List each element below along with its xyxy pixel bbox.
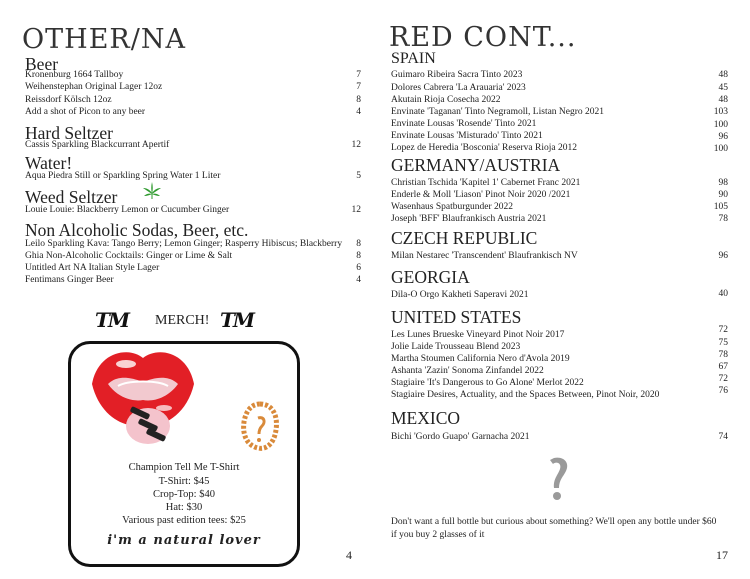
menu-item-price: 8 [356, 251, 361, 261]
question-mark-icon [544, 455, 572, 503]
earring-illustration [238, 400, 282, 452]
wine-item: Enderle & Moll 'Liason' Pinot Noir 2020 /2021 [391, 190, 571, 200]
menu-item-price: 7 [356, 82, 361, 92]
merch-item: Various past edition tees: $25 [122, 515, 246, 526]
page-title-right: RED CONT... [389, 22, 577, 53]
wine-price: 90 [718, 190, 728, 200]
wine-price: 45 [718, 83, 728, 93]
wine-price: 48 [718, 70, 728, 80]
wine-item: Milan Nestarec 'Transcendent' Blaufrankisch NV [391, 251, 578, 261]
wine-price: 98 [718, 178, 728, 188]
footer-note: Don't want a full bottle but curious about something? We'll open any bottle under $60 if you buy 2 glasses of it [391, 517, 717, 540]
page-number-left: 4 [346, 548, 352, 562]
merch-heading: MERCH! [155, 313, 210, 328]
section-heading-georgia: GEORGIA [391, 267, 470, 287]
wine-item: Envinate Lousas 'Rosende' Tinto 2021 [391, 119, 537, 129]
menu-item: Fentimans Ginger Beer [25, 275, 114, 285]
menu-item-price: 8 [356, 95, 361, 105]
wine-item: Jolie Laide Trousseau Blend 2023 [391, 342, 521, 352]
section-heading-czech-republic: CZECH REPUBLIC [391, 228, 538, 248]
menu-item: Louie Louie: Blackberry Lemon or Cucumber Ginger [25, 205, 230, 215]
menu-item: Aqua Piedra Still or Sparkling Spring Water 1 Liter [25, 171, 221, 181]
section-heading-non-alcoholic: Non Alcoholic Sodas, Beer, etc. [25, 220, 249, 240]
menu-item-price: 4 [356, 107, 361, 117]
wine-price: 74 [718, 432, 728, 442]
wine-item: Dolores Cabrera 'La Arauaria' 2023 [391, 83, 526, 93]
menu-item: Reissdorf Kölsch 12oz [25, 95, 112, 105]
bottles-illustration [118, 400, 178, 450]
merch-item: T-Shirt: $45 [158, 476, 210, 487]
menu-item-price: 7 [356, 70, 361, 80]
wine-item: Wasenhaus Spatburgunder 2022 [391, 202, 514, 212]
wine-item: Envinate 'Taganan' Tinto Negramoll, Listan Negro 2021 [391, 107, 605, 117]
wine-price: 78 [718, 350, 728, 360]
wine-price: 100 [713, 120, 728, 130]
section-heading-united-states: UNITED STATES [391, 307, 522, 327]
menu-item: Kronenburg 1664 Tallboy [25, 70, 124, 80]
merch-item: Crop-Top: $40 [153, 489, 215, 500]
wine-price: 72 [718, 325, 728, 335]
wine-price: 72 [718, 374, 728, 384]
page-title-left: OTHER/NA [22, 24, 186, 55]
wine-item: Joseph 'BFF' Blaufrankisch Austria 2021 [391, 214, 547, 224]
wine-item: Stagiaire 'It's Dangerous to Go Alone' Merlot 2022 [391, 378, 584, 388]
wine-item: Bichi 'Gordo Guapo' Garnacha 2021 [391, 432, 530, 442]
wine-item: Les Lunes Brueske Vineyard Pinot Noir 2017 [391, 330, 565, 340]
section-heading-germany-austria: GERMANY/AUSTRIA [391, 155, 561, 175]
menu-item: Add a shot of Picon to any beer [25, 107, 146, 117]
merch-item: Hat: $30 [165, 502, 203, 513]
wine-item: Guimaro Ribeira Sacra Tinto 2023 [391, 70, 523, 80]
section-heading-hard-seltzer: Hard Seltzer [25, 123, 113, 143]
menu-item-price: 12 [351, 205, 361, 215]
wine-price: 96 [718, 132, 728, 142]
wine-price: 100 [713, 144, 728, 154]
menu-item: Weihenstephan Original Lager 12oz [25, 82, 163, 92]
wine-price: 48 [718, 95, 728, 105]
wine-item: Akutain Rioja Cosecha 2022 [391, 95, 501, 105]
wine-price: 105 [713, 202, 728, 212]
menu-item: Untitled Art NA Italian Style Lager [25, 263, 160, 273]
wine-price: 96 [718, 251, 728, 261]
merch-tagline: i'm a natural lover [107, 533, 261, 548]
wine-price: 75 [718, 338, 728, 348]
tell-me-logo: TM [220, 308, 254, 332]
menu-item: Cassis Sparkling Blackcurrant Apertif [25, 140, 170, 150]
wine-item: Christian Tschida 'Kapitel 1' Cabernet Franc 2021 [391, 178, 581, 188]
wine-item: Ashanta 'Zazin' Sonoma Zinfandel 2022 [391, 366, 544, 376]
page-number-right: 17 [716, 548, 728, 562]
wine-item: Envinate Lousas 'Misturado' Tinto 2021 [391, 131, 543, 141]
wine-price: 103 [713, 107, 728, 117]
section-heading-spain: SPAIN [391, 50, 436, 67]
wine-price: 67 [718, 362, 728, 372]
menu-item-price: 12 [351, 140, 361, 150]
wine-price: 40 [718, 289, 728, 299]
wine-item: Lopez de Heredia 'Bosconia' Reserva Rioja 2012 [391, 143, 577, 153]
menu-item-price: 5 [356, 171, 361, 181]
tell-me-logo: TM [95, 308, 129, 332]
section-heading-beer: Beer [25, 54, 59, 74]
menu-item: Leilo Sparkling Kava: Tango Berry; Lemon Ginger; Rasperry Hibiscus; Blackberry [25, 239, 343, 249]
menu-item-price: 4 [356, 275, 361, 285]
section-heading-mexico: MEXICO [391, 408, 461, 428]
menu-item-price: 6 [356, 263, 361, 273]
wine-price: 78 [718, 214, 728, 224]
wine-item: Martha Stoumen California Nero d'Avola 2019 [391, 354, 570, 364]
cannabis-leaf-icon [142, 180, 162, 200]
section-heading-weed-seltzer: Weed Seltzer [25, 187, 118, 207]
wine-item: Dila-O Orgo Kakheti Saperavi 2021 [391, 290, 529, 300]
wine-item: Stagiaire Desires, Actuality, and the Spaces Between, Pinot Noir, 2020 [391, 390, 660, 400]
merch-item: Champion Tell Me T-Shirt [128, 462, 240, 473]
menu-item: Ghia Non-Alcoholic Cocktails: Ginger or Lime & Salt [25, 251, 233, 261]
menu-item-price: 8 [356, 239, 361, 249]
section-heading-water: Water! [25, 153, 73, 173]
wine-price: 76 [718, 386, 728, 396]
